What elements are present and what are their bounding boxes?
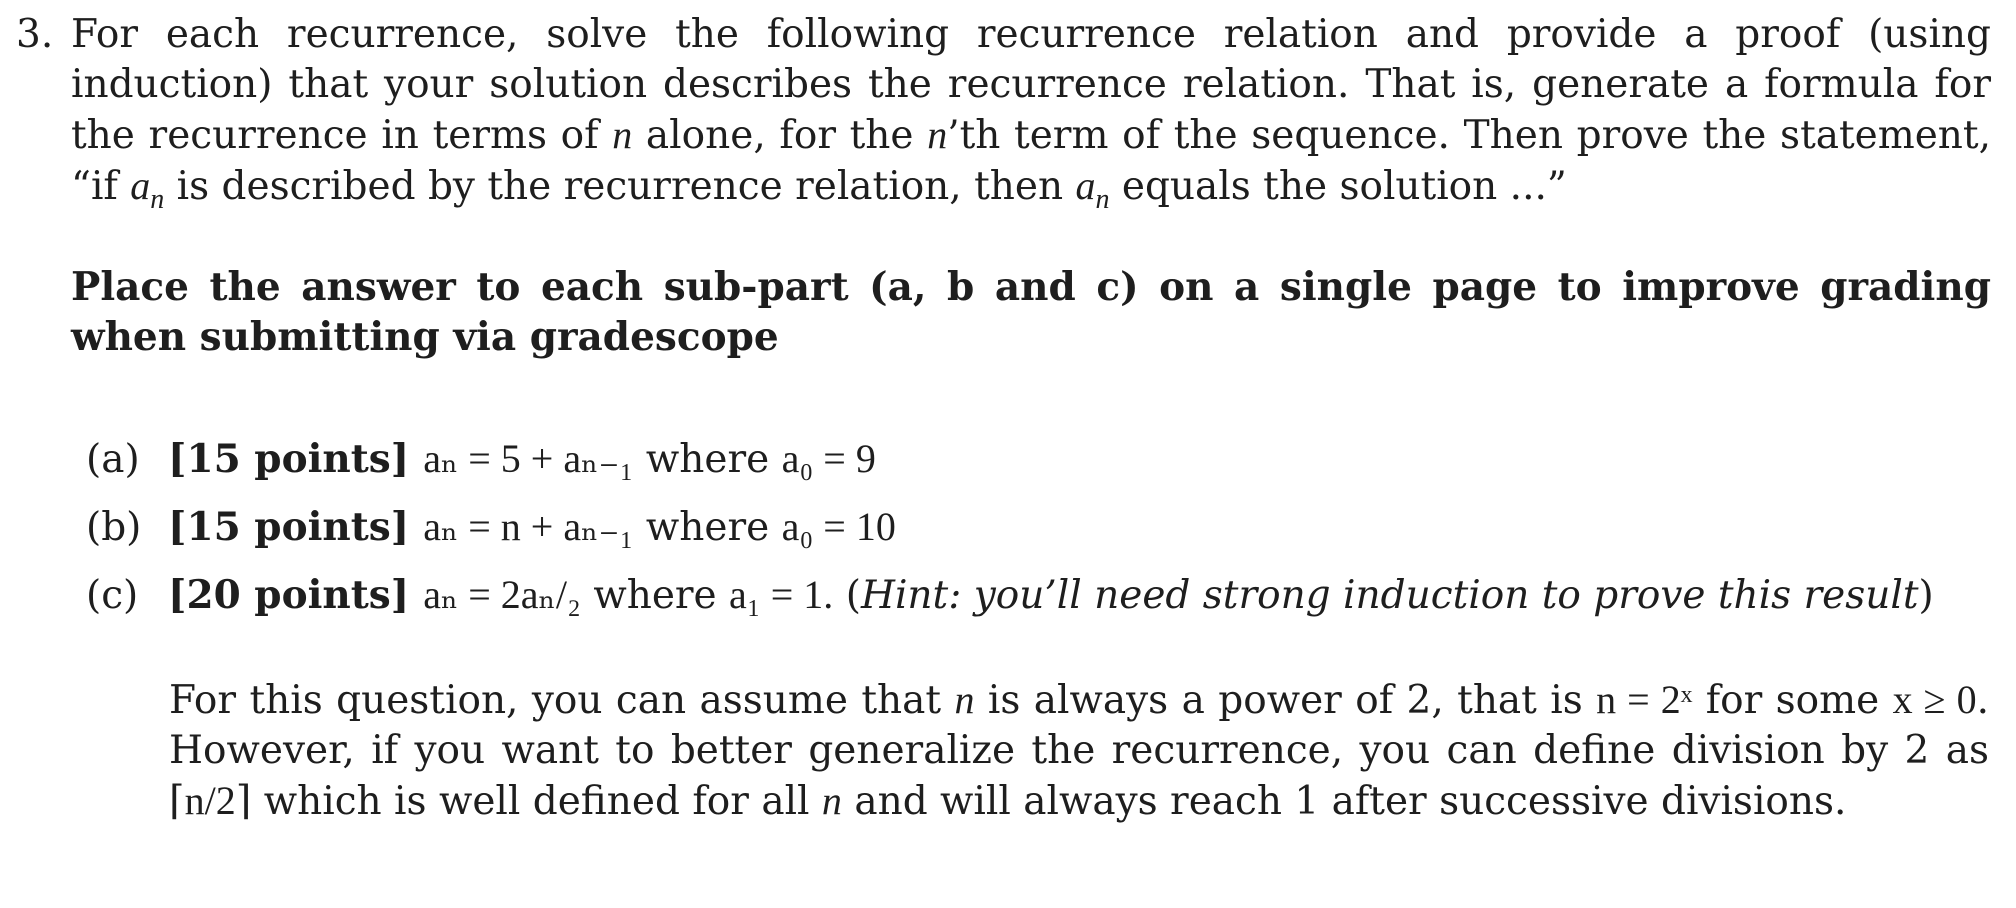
hint-paren-close: ) bbox=[1918, 573, 1934, 618]
note-text: and will always reach 1 after successive divisions. bbox=[841, 779, 1847, 824]
note-text: is always a power of 2, that is bbox=[974, 678, 1597, 723]
hint-paren-open: ( bbox=[845, 573, 861, 618]
power-equation: n = 2ˣ bbox=[1596, 677, 1693, 722]
statement-text: ’th term of the sequence. Then prove the statement, “if bbox=[71, 113, 1991, 209]
sub-part-a bbox=[86, 434, 1986, 502]
sub-part-c bbox=[86, 570, 1986, 638]
where-word: where bbox=[645, 437, 770, 482]
statement-text: is described by the recurrence relation, then bbox=[164, 164, 1076, 209]
statement-text: alone, for the bbox=[632, 113, 928, 158]
note-text: for some bbox=[1692, 678, 1893, 723]
power-of-two-note bbox=[169, 675, 1989, 827]
where-word: where bbox=[645, 505, 770, 550]
problem-statement bbox=[71, 10, 1991, 215]
recurrence-formula: aₙ = n + aₙ₋₁ bbox=[423, 504, 634, 549]
variable-n: n bbox=[954, 677, 975, 722]
note-text: . However, if you want to better generalize the recurrence, you can define division by 2 as bbox=[169, 678, 1989, 773]
part-letter: (b) bbox=[86, 505, 142, 550]
part-letter: (a) bbox=[86, 437, 140, 482]
part-points: [15 points] bbox=[168, 436, 410, 482]
term-a-n: $a_n$ bbox=[130, 163, 165, 215]
statement-text: For each recurrence, solve the following recurrence relation and provide a proof (using induction) that your solution describes the recurrence relation. That is, generate a formula for the recurrence in terms of bbox=[71, 12, 1991, 158]
submission-instruction: Place the answer to each sub-part (a, b and c) on a single page to improve grading when submitting via gradescope bbox=[71, 264, 1991, 360]
statement-text: equals the solution ...” bbox=[1109, 164, 1567, 209]
sub-part-b bbox=[86, 502, 1986, 570]
initial-condition: a₀ = 10 bbox=[781, 504, 896, 549]
variable-n: n bbox=[612, 112, 633, 157]
where-word: where bbox=[593, 573, 717, 618]
hint-text: Hint: you’ll need strong induction to prove this result bbox=[860, 573, 1919, 618]
variable-n: n bbox=[821, 778, 842, 823]
variable-n: n bbox=[927, 112, 948, 157]
problem-number: 3. bbox=[16, 12, 54, 57]
part-points: [15 points] bbox=[168, 504, 410, 550]
recurrence-formula: aₙ = 5 + aₙ₋₁ bbox=[423, 436, 634, 481]
term-a-n: $a_n$ bbox=[1075, 163, 1110, 215]
recurrence-formula: aₙ = 2aₙ/₂ bbox=[423, 572, 581, 617]
sub-parts-list bbox=[86, 434, 1986, 638]
part-letter: (c) bbox=[86, 573, 139, 618]
part-points: [20 points] bbox=[168, 572, 410, 618]
ceiling-expression: ⌈n/2⌉ bbox=[169, 778, 252, 823]
note-text: which is well defined for all bbox=[251, 779, 822, 824]
inequality: x ≥ 0 bbox=[1892, 677, 1977, 722]
initial-condition: a₀ = 9 bbox=[781, 436, 876, 481]
note-text: For this question, you can assume that bbox=[169, 678, 955, 723]
initial-condition: a₁ = 1. bbox=[729, 572, 834, 617]
